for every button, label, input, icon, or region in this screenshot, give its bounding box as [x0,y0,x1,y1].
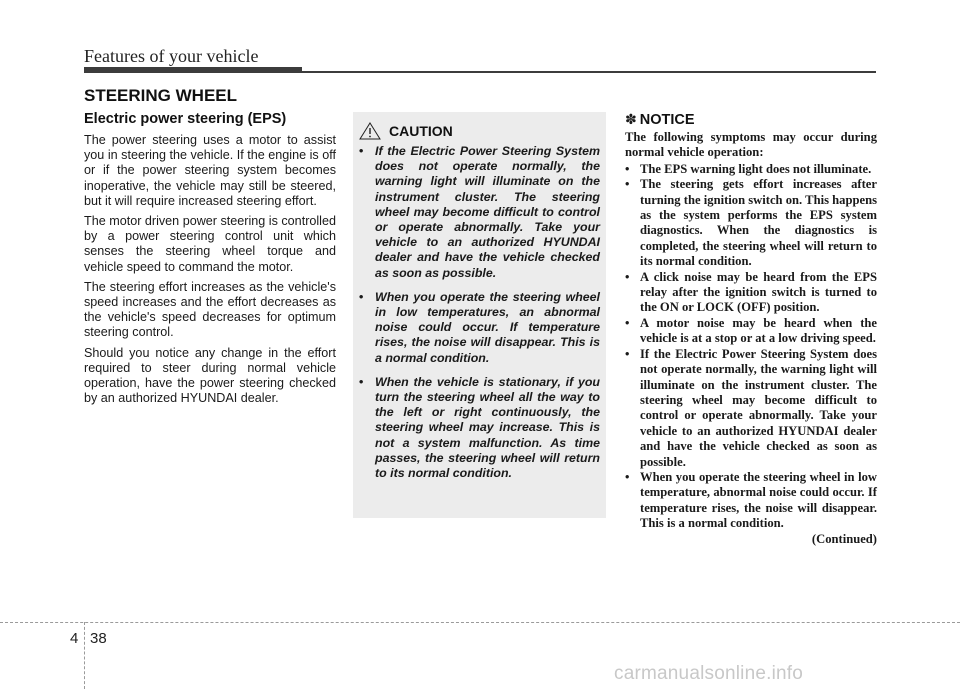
notice-item: • A motor noise may be heard when the vehicle is at a stop or at a low driving speed. [625,316,877,347]
notice-intro: The following symptoms may occur during normal vehicle operation: [625,130,877,160]
notice-header [625,111,877,128]
notice-star-icon: ✽ [625,111,637,127]
notice-item: • If the Electric Power Steering System does not operate normally, the warning light will illuminate on the instrument cluster. The steering wheel may become difficult to control or operate abnormally. Take your vehicle to an authorized HYUNDAI dealer and have the vehicle checked as soon as possible. [625,347,877,470]
notice-list [625,162,877,532]
eps-paragraph: The steering effort increases as the vehicle's speed increases and the effort decreases as the vehicle's speed decreases for optimum steering control. [84,279,336,340]
caution-item: • When you operate the steering wheel in low temperatures, an abnormal noise could occur. If temperature rises, the noise will disappear. This is a normal condition. [359,290,600,366]
notice-column [625,111,877,547]
header-rule [84,71,876,73]
watermark: carmanualsonline.info [614,663,804,684]
caution-box [353,112,606,518]
eps-paragraph: Should you notice any change in the effort required to steer during normal vehicle operation, have the power steering checked by an authorized HYUNDAI dealer. [84,345,336,406]
running-header-title: Features of your vehicle [84,46,259,66]
notice-item: • A click noise may be heard from the EPS relay after the ignition switch is turned to the ON or LOCK (OFF) position. [625,270,877,316]
caution-header [359,122,600,140]
notice-item: • The EPS warning light does not illuminate. [625,162,877,177]
eps-paragraph: The power steering uses a motor to assist you in steering the vehicle. If the engine is off or if the power steering system becomes inoperative, the vehicle may still be steered, but it will require increased steering effort. [84,133,336,208]
eps-paragraph: The motor driven power steering is controlled by a power steering control unit which senses the steering wheel torque and vehicle speed to command the motor. [84,214,336,274]
footer-divider [84,622,85,689]
footer-rule [0,622,960,623]
caution-list [359,144,600,481]
page-number: 38 [90,630,107,647]
caution-item: • If the Electric Power Steering System does not operate normally, the warning light will illuminate on the instrument cluster. The steering wheel may become difficult to control or operate abnormally. Take your vehicle to an authorized HYUNDAI dealer and have the vehicle checked as soon as possible. [359,144,600,281]
chapter-number: 4 [70,630,79,647]
eps-heading: Electric power steering (EPS) [84,111,287,127]
notice-item: • The steering gets effort increases after turning the ignition switch on. This happens as the system performs the EPS system diagnostics. When the diagnostics is completed, the steering wheel will return to its normal condition. [625,177,877,269]
notice-item: • When you operate the steering wheel in low temperature, abnormal noise could occur. If temperature rises, the noise will disappear. This is a normal condition. [625,470,877,532]
section-title: STEERING WHEEL [84,86,238,105]
caution-item: • When the vehicle is stationary, if you turn the steering wheel all the way to the left or right continuously, the steering wheel may increase. This is not a system malfunction. As time passes, the steering wheel will return to its normal condition. [359,375,600,481]
eps-column [84,111,336,411]
warning-triangle-icon [359,122,381,140]
continued-label: (Continued) [811,531,877,546]
caution-label: CAUTION [389,123,453,139]
notice-label: NOTICE [639,111,695,128]
